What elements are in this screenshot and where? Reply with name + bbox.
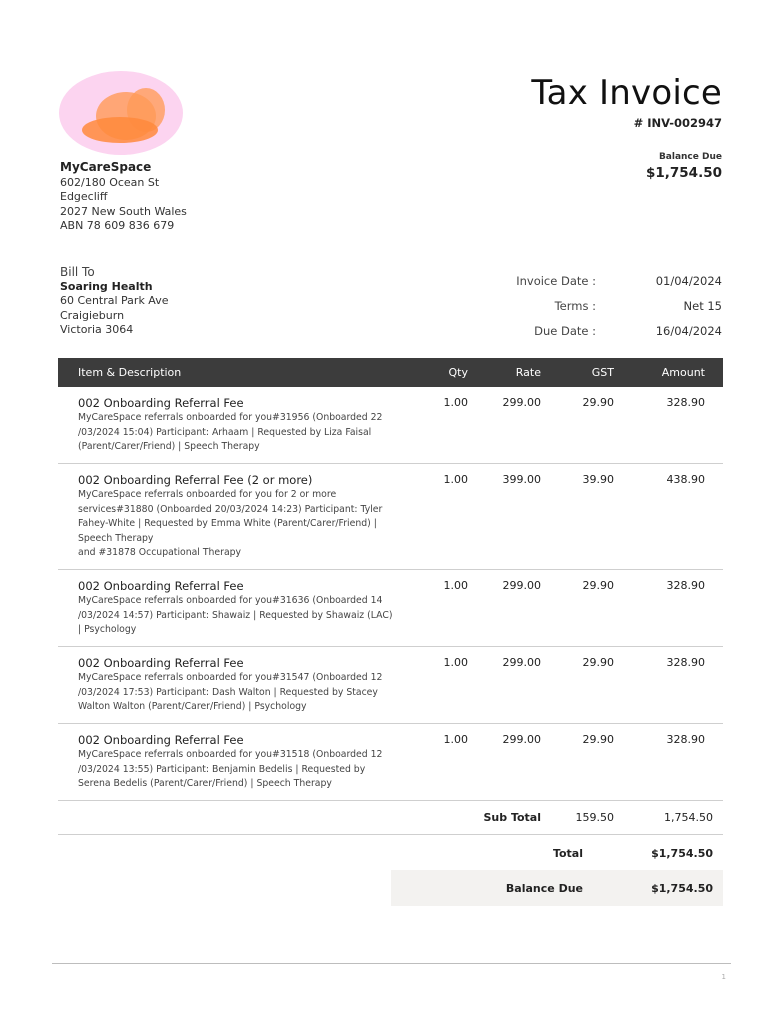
balance-due-value: $1,754.50: [645, 165, 722, 181]
due-date-label: Due Date :: [534, 323, 596, 338]
total-row: [58, 836, 723, 870]
bill-to-address-line: Victoria 3064: [60, 323, 134, 337]
company-logo: [58, 70, 184, 156]
item-rate: 299.00: [502, 656, 541, 669]
invoice-header: [531, 72, 722, 181]
footer-divider: [52, 963, 731, 964]
item-name: 002 Onboarding Referral Fee (2 or more): [78, 473, 313, 487]
item-gst: 29.90: [582, 396, 614, 409]
item-description-cell: [58, 733, 418, 800]
total-value: $1,754.50: [651, 846, 713, 860]
page-number: 1: [721, 973, 726, 981]
item-qty: 1.00: [443, 473, 468, 486]
item-gst: 29.90: [582, 579, 614, 592]
item-description-line: MyCareSpace referrals onboarded for you#31956 (Onboarded 22: [78, 412, 383, 423]
item-description-line: | Psychology: [78, 624, 137, 635]
item-description-cell: [58, 579, 418, 646]
item-description-line: MyCareSpace referrals onboarded for you#31547 (Onboarded 12: [78, 672, 383, 683]
item-amount: 328.90: [666, 396, 705, 409]
table-row: [58, 387, 723, 464]
item-amount: 438.90: [666, 473, 705, 486]
company-address-line: Edgecliff: [60, 190, 108, 204]
invoice-date-row: [462, 268, 722, 293]
item-gst: 29.90: [582, 733, 614, 746]
subtotal-amount: 1,754.50: [664, 811, 713, 824]
company-info: [60, 160, 187, 234]
item-gst: 39.90: [582, 473, 614, 486]
table-row: [58, 724, 723, 801]
total-label: Total: [552, 846, 583, 860]
terms-row: [462, 293, 722, 318]
header-item: Item & Description: [78, 366, 182, 379]
item-name: 002 Onboarding Referral Fee: [78, 396, 244, 410]
terms-label: Terms :: [554, 298, 596, 313]
table-row: [58, 464, 723, 570]
invoice-number: # INV-002947: [633, 116, 722, 130]
balance-due-total-label: Balance Due: [505, 881, 583, 895]
due-date-value: 16/04/2024: [655, 323, 722, 338]
item-description-line: services#31880 (Onboarded 20/03/2024 14:23) Participant: Tyler: [78, 503, 383, 515]
table-header: [58, 358, 723, 387]
bill-to-name: Soaring Health: [60, 279, 153, 293]
invoice-meta: [462, 268, 722, 343]
header-rate: Rate: [515, 366, 541, 379]
page-title: Tax Invoice: [531, 73, 722, 113]
item-qty: 1.00: [443, 396, 468, 409]
item-description-line: MyCareSpace referrals onboarded for you for 2 or more: [78, 489, 337, 500]
item-description-line: /03/2024 17:53) Participant: Dash Walton | Requested by Stacey: [78, 686, 378, 698]
due-date-row: [462, 318, 722, 343]
item-gst: 29.90: [582, 656, 614, 669]
item-description-line: Speech Therapy: [78, 532, 154, 544]
header-gst: GST: [591, 366, 614, 379]
subtotal-gst: 159.50: [575, 811, 614, 824]
terms-value: Net 15: [683, 298, 722, 313]
item-description-line: /03/2024 15:04) Participant: Arhaam | Requested by Liza Faisal: [78, 426, 372, 438]
invoice-date-label: Invoice Date :: [516, 273, 596, 288]
balance-due-row: [391, 870, 723, 906]
company-abn: ABN 78 609 836 679: [60, 219, 175, 233]
balance-due-label: Balance Due: [658, 152, 722, 162]
invoice-date-value: 01/04/2024: [655, 273, 722, 288]
item-description-line: Fahey-White | Requested by Emma White (Parent/Carer/Friend) |: [78, 518, 377, 529]
bill-to: [60, 265, 168, 338]
item-description-line: (Parent/Carer/Friend) | Speech Therapy: [78, 441, 260, 452]
item-description-line: and #31878 Occupational Therapy: [78, 547, 242, 558]
company-address-line: 602/180 Ocean St: [60, 175, 160, 189]
item-description-cell: [58, 656, 418, 723]
item-amount: 328.90: [666, 656, 705, 669]
item-rate: 299.00: [502, 396, 541, 409]
item-description-cell: [58, 396, 418, 463]
item-description-line: MyCareSpace referrals onboarded for you#31518 (Onboarded 12: [78, 749, 383, 760]
item-description-line: Walton Walton (Parent/Carer/Friend) | Psychology: [78, 701, 307, 712]
item-description-line: MyCareSpace referrals onboarded for you#31636 (Onboarded 14: [78, 595, 383, 606]
table-row: [58, 647, 723, 724]
item-rate: 399.00: [502, 473, 541, 486]
bill-to-address-line: Craigieburn: [60, 308, 125, 322]
bill-to-address-line: 60 Central Park Ave: [60, 294, 169, 308]
header-qty: Qty: [448, 366, 468, 379]
items-table: [58, 358, 723, 801]
item-amount: 328.90: [666, 579, 705, 592]
company-name: MyCareSpace: [60, 160, 152, 174]
subtotal-label: Sub Total: [483, 811, 541, 824]
item-description-line: Serena Bedelis (Parent/Carer/Friend) | Speech Therapy: [78, 778, 332, 789]
item-description-line: /03/2024 13:55) Participant: Benjamin Bedelis | Requested by: [78, 763, 366, 775]
table-body: [58, 387, 723, 801]
company-address-line: 2027 New South Wales: [60, 204, 187, 218]
item-rate: 299.00: [502, 579, 541, 592]
item-description-cell: [58, 473, 418, 569]
subtotal-row: [58, 801, 723, 835]
item-description-line: /03/2024 14:57) Participant: Shawaiz | Requested by Shawaiz (LAC): [78, 609, 393, 621]
item-name: 002 Onboarding Referral Fee: [78, 579, 244, 593]
item-qty: 1.00: [443, 579, 468, 592]
header-amount: Amount: [661, 366, 705, 379]
item-qty: 1.00: [443, 733, 468, 746]
item-name: 002 Onboarding Referral Fee: [78, 656, 244, 670]
item-rate: 299.00: [502, 733, 541, 746]
bill-to-label: Bill To: [60, 265, 95, 279]
item-qty: 1.00: [443, 656, 468, 669]
item-amount: 328.90: [666, 733, 705, 746]
balance-due-total-value: $1,754.50: [651, 881, 713, 895]
table-row: [58, 570, 723, 647]
item-name: 002 Onboarding Referral Fee: [78, 733, 244, 747]
